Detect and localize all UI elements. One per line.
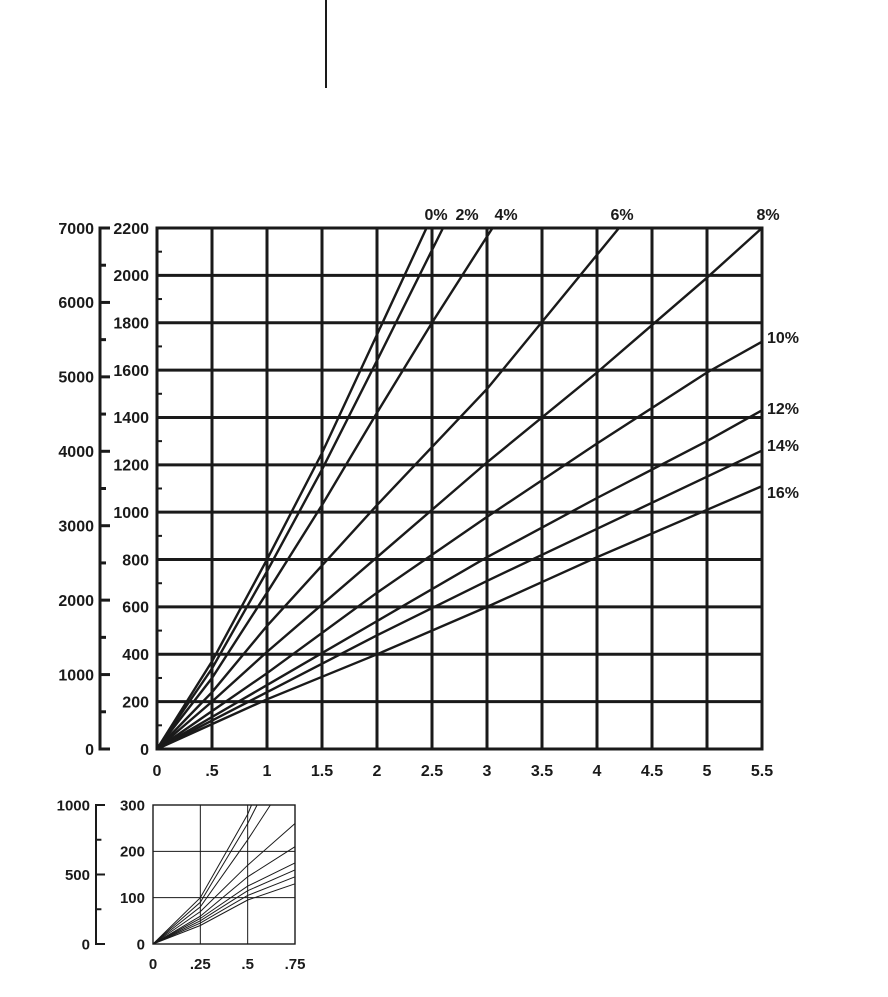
series-line-6pct [157,228,619,749]
y-tick-label: 1600 [113,362,149,380]
series-label: 0% [424,207,448,224]
y-tick-label: 0 [136,936,145,954]
series-line-1 [153,805,252,944]
series-label: 6% [610,207,634,224]
x-tick-label: 4 [592,763,602,780]
secondary-y-tick-label: 4000 [58,444,94,462]
y-tick-label: 2000 [113,268,149,286]
x-tick-label: 0 [152,763,162,780]
secondary-y-tick-label: 1000 [58,667,94,685]
y-tick-label: 200 [122,694,149,712]
series-line-14pct [157,451,762,749]
x-tick-label: .5 [241,956,254,973]
main-chart [58,207,799,780]
series-line-10pct [157,342,762,749]
y-tick-label: 1800 [113,315,149,333]
x-tick-label: 3 [482,763,492,780]
series-line-16pct [157,486,762,749]
x-tick-label: 1 [262,763,272,780]
secondary-y-tick-label: 7000 [58,220,94,238]
series-label: 10% [767,330,800,347]
x-tick-label: 1.5 [310,763,334,780]
y-tick-label: 100 [119,890,145,908]
secondary-y-tick-label: 5000 [58,369,94,387]
x-tick-label: 5.5 [750,763,774,780]
y-tick-label: 200 [119,843,145,861]
series-label: 14% [767,438,800,455]
x-tick-label: .75 [284,956,306,973]
series-label: 8% [756,207,780,224]
y-tick-label: 2200 [113,220,149,238]
y-tick-label: 1200 [113,457,149,475]
x-tick-label: 3.5 [530,763,554,780]
series-line-8pct [157,228,762,749]
x-tick-label: 2 [372,763,382,780]
series-label: 2% [455,207,479,224]
y-tick-label: 1400 [113,410,149,428]
secondary-y-tick-label: 3000 [58,518,94,536]
series-label: 4% [494,207,518,224]
x-tick-label: 0 [148,956,158,973]
secondary-y-tick-label: 2000 [58,592,94,610]
secondary-y-tick-label: 500 [64,866,90,884]
secondary-y-tick-label: 1000 [56,797,90,815]
x-tick-label: 2.5 [420,763,444,780]
secondary-y-tick-label: 6000 [58,295,94,313]
series-line-12pct [157,410,762,749]
inset-chart [57,797,306,973]
y-tick-label: 1000 [113,504,149,522]
x-tick-label: 5 [702,763,712,780]
series-label: 12% [767,401,800,418]
y-tick-label: 400 [122,647,149,665]
series-line-3 [153,805,270,944]
y-tick-label: 0 [140,741,149,759]
y-tick-label: 800 [122,552,149,570]
series-label: 16% [767,485,800,502]
x-tick-label: .5 [205,763,219,780]
series-line-4 [153,824,295,945]
secondary-y-tick-label: 0 [85,741,94,759]
y-tick-label: 300 [119,797,145,815]
x-tick-label: .25 [189,956,211,973]
secondary-y-tick-label: 0 [81,936,90,954]
x-tick-label: 4.5 [640,763,664,780]
y-tick-label: 600 [122,599,149,617]
series-line-2pct [157,228,443,749]
